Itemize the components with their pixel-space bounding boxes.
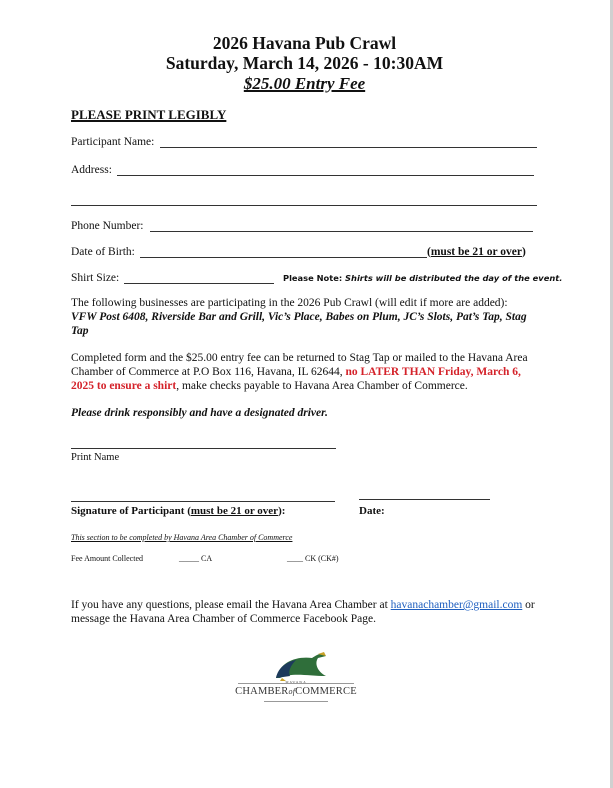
shirt-note-text: Shirts will be distributed the day of the event. [342, 273, 563, 283]
shirt-size-label: Shirt Size: [71, 272, 120, 284]
check-checkbox[interactable]: ____ CK (CK#) [287, 554, 339, 563]
duck-logo-icon [234, 648, 358, 684]
age-requirement-note [427, 246, 526, 258]
address-field-line-1[interactable] [117, 175, 534, 176]
entry-fee-text: $25.00 Entry Fee [243, 74, 366, 93]
drink-responsibly-notice: Please drink responsibly and have a designated driver. [71, 407, 328, 419]
print-name-field[interactable] [71, 448, 336, 449]
address-label: Address: [71, 164, 112, 176]
logo-chamber: CHAMBER [235, 686, 289, 697]
logo-of: of [288, 687, 296, 696]
logo-divider-bottom [264, 701, 328, 702]
logo-chamber-text [234, 686, 358, 697]
chamber-of-commerce-logo [234, 648, 358, 704]
instructions-paragraph [71, 352, 546, 393]
contact-paragraph [71, 599, 541, 627]
paren-close: ) [521, 246, 526, 258]
instructions-text-end: , make checks payable to Havana Area Chamber of Commerce. [176, 379, 468, 392]
logo-havana-text: HAVANA [285, 680, 307, 685]
businesses-paragraph [71, 297, 541, 338]
contact-text: If you have any questions, please email the Havana Area Chamber at [71, 599, 391, 611]
shirt-note [283, 273, 562, 283]
contact-text-end: or message the Havana Area Chamber of Commerce Facebook Page. [71, 599, 535, 625]
businesses-list: VFW Post 6408, Riverside Bar and Grill, Vic’s Place, Babes on Plum, JC’s Slots, Pat’s Tap, Stag Tap [71, 310, 527, 337]
signature-label [71, 505, 285, 517]
businesses-intro: The following businesses are participating in the 2026 Pub Crawl (will edit if more are added): [71, 297, 508, 309]
shirt-note-prefix: Please Note: [283, 273, 343, 283]
signature-field[interactable] [71, 501, 335, 502]
signature-label-prefix: Signature of Participant ( [71, 505, 191, 517]
logo-divider-top [238, 683, 354, 684]
participant-name-field[interactable] [160, 147, 537, 148]
phone-number-label: Phone Number: [71, 220, 144, 232]
event-date-time: Saturday, March 14, 2026 - 10:30AM [165, 53, 444, 73]
date-field[interactable] [359, 499, 490, 500]
date-label: Date: [359, 505, 385, 517]
fee-amount-collected-label: Fee Amount Collected [71, 554, 143, 563]
date-of-birth-field[interactable] [140, 257, 427, 258]
office-use-heading: This section to be completed by Havana Area Chamber of Commerce [71, 533, 293, 542]
participant-name-label: Participant Name: [71, 136, 155, 148]
shirt-size-field[interactable] [124, 283, 274, 284]
cash-checkbox[interactable]: _____ CA [179, 554, 213, 563]
print-name-label: Print Name [71, 452, 120, 463]
deadline-text: no LATER THAN Friday, March 6, 2025 to ensure a shirt [71, 365, 521, 392]
instructions-text: Completed form and the $25.00 entry fee can be returned to Stag Tap or mailed to the Havana Area Chamber of Commerce at P.O Box 116, Havana, IL 62644, [71, 352, 528, 378]
entry-fee [0, 74, 609, 94]
logo-commerce: COMMERCE [295, 686, 357, 697]
address-field-line-2[interactable] [71, 205, 537, 206]
signature-label-suffix: ): [278, 505, 286, 517]
age-requirement-text: must be 21 or over [430, 246, 522, 258]
phone-number-field[interactable] [150, 231, 533, 232]
paren-open: ( [427, 246, 431, 258]
signature-age-requirement: must be 21 or over [190, 505, 279, 517]
email-link[interactable]: havanachamber@gmail.com [390, 599, 523, 611]
print-legibly-heading: PLEASE PRINT LEGIBLY [71, 107, 227, 122]
date-of-birth-label: Date of Birth: [71, 246, 135, 258]
event-title: 2026 Havana Pub Crawl [212, 33, 397, 53]
